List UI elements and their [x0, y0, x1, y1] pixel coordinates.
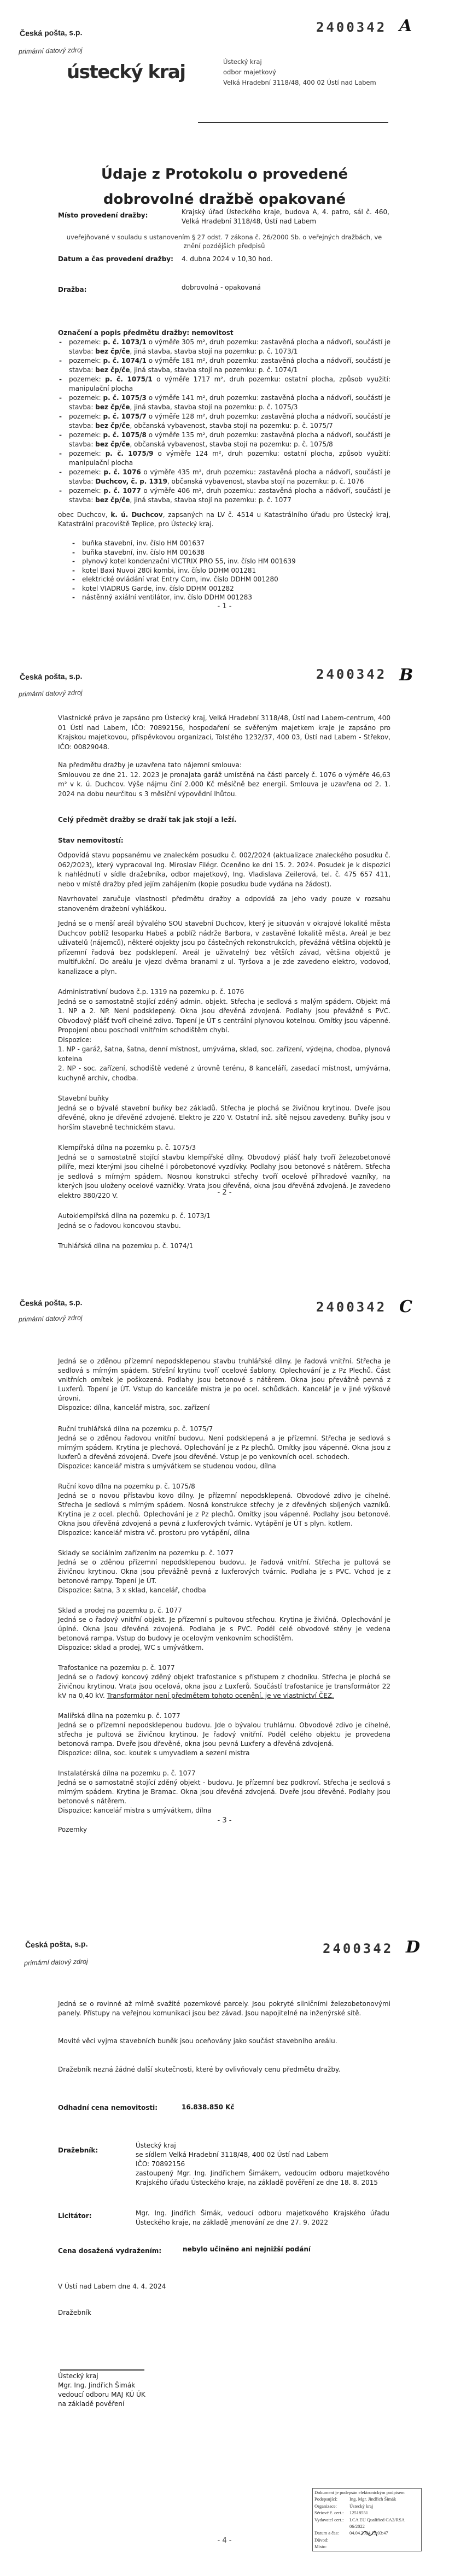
- building-section: [58, 1482, 390, 1538]
- subject-section: [58, 328, 390, 602]
- movable-item: - plynový kotel kondenzační VICTRIX PRO 55, inv. číslo HM 001639: [71, 557, 390, 566]
- parcel-item: - pozemek: p. č. 1075/3 o výměře 141 m², druh pozemku: zastavěná plocha a nádvoří, součástí je stavba: bez čp/če, jiná stavba, stavba stojí na pozemku: p. č. 1075/3: [58, 393, 390, 412]
- building-id: bez čp/če: [95, 496, 130, 504]
- field-value: dobrovolná - opakovaná: [182, 284, 261, 291]
- signature-block: Ústecký kraj Mgr. Ing. Jindřich Šimák vedoucí odboru MAJ KÚ ÚK na základě pověření: [58, 2372, 145, 2408]
- building-section: [58, 1769, 390, 1815]
- building-list: [58, 987, 390, 1251]
- parcel-item: - pozemek: p. č. 1075/8 o výměře 135 m², druh pozemku: zastavěná plocha a nádvoří, součástí je stavba: bez čp/če, občanská vybavenost, stavba stojí na pozemku: p. č. 1075/8: [58, 431, 390, 449]
- field-value: 4. dubna 2024 v 10,30 hod.: [182, 255, 273, 263]
- state-paragraph: Odpovídá stavu popsanému ve znaleckém posudku č. 002/2024 (aktualizace znaleckého posudku č. 062/2023), který vypracoval Ing. Miroslav Filégr. Oceněno ke dni 15. 2. 2024. Posudek je k dispozici k nahlédnutí v sídle dražebníka, odbor majetkový, Ing. Vladislava Zeilerová, tel. č. 475 657 411, nebo v místě dražby před jejím zahájením (kopie posudku bude vydána na žádost).: [58, 851, 390, 888]
- stamp-row: [314, 2496, 419, 2502]
- building-section: [58, 1094, 390, 1132]
- ceska-posta-label: Česká pošta, s.p.: [19, 1298, 83, 1308]
- page-number: - 3 -: [217, 1816, 232, 1825]
- document-number: 2400342: [316, 20, 387, 35]
- building-title: Autoklempířská dílna na pozemku p. č. 1073/1: [58, 1212, 211, 1220]
- document-number: 2400342: [316, 667, 387, 682]
- building-text: Jedná se o samostatně stojící zděný objekt - budovu. Je přízemní bez podkroví. Střecha je sedlová s mírným spádem. Krytina je Bramac. Okna jsou dřevěná zdvojená. Dveře jsou dřevěné. Podlahy jsou betonové s nátěrem.: [58, 1779, 390, 1805]
- stamp-heading: Dokument je podepsán elektronickým podpisem: [314, 2490, 405, 2495]
- signature-line: [60, 2369, 144, 2371]
- building-title: Malířská dílna na pozemku p. č. 1077: [58, 1712, 180, 1720]
- page-letter: A: [399, 16, 412, 36]
- page-4: [0, 1858, 449, 2576]
- state-paragraphs: [58, 851, 390, 977]
- primary-source-label: primární datový zdroj: [18, 689, 83, 698]
- address-line: odbor majetkový: [223, 68, 276, 76]
- stamp-key: Vydavatel cert.:: [314, 2516, 344, 2522]
- stamp-row: [314, 2516, 419, 2530]
- stamp-row: [314, 2503, 419, 2509]
- as-is-statement: Celý předmět dražby se draží tak jak stojí a leží.: [58, 816, 237, 824]
- building-text: Jedná se o zděnou řadovou vnitřní budovu. Není podsklepená a je přízemní. Střecha je sedlová s mírným spádem. Krytina je plechová. Oplechování je z Pz plechů. Omítky jsou vápenné. Okna jsou z luxferů a dřevěná zdvojená. Dveře jsou dřevěné. Vstup je po venkovních ocel. schodech.: [58, 1434, 390, 1461]
- building-id: bez čp/če: [95, 366, 130, 374]
- stamp-key: Organizace:: [314, 2503, 337, 2509]
- lease-text: Smlouvou ze dne 21. 12. 2023 je pronajata garáž umístěná na části parcely č. 1076 o výměře 46,63 m² v k. ú. Duchcov. Výše nájmu činí 2.000 Kč měsíčně bez energií. Smlouva je uzavřena od 2. 1. 2024 na dobu neurčitou s 3 měsíční výpovědní lhůtou.: [58, 771, 390, 798]
- building-section: [58, 1425, 390, 1471]
- document-subtitle: uveřejňované v souladu s ustanovením § 27 odst. 7 zákona č. 26/2000 Sb. o veřejných dražbách, ve znění pozdějších předpisů: [66, 233, 382, 250]
- page-1: [0, 0, 449, 645]
- building-list: [58, 1425, 390, 1815]
- auctioneer-label: Dražebník:: [58, 2146, 98, 2154]
- auctioneer-value: Ústecký kraj se sídlem Velká Hradební 3118/48, 400 02 Ústí nad Labem IČO: 70892156 zastoupený Mgr. Ing. Jindřichem Šimákem, vedoucím odboru majetkového Krajského úřadu Ústeckého kraje, na základě pověření ze dne 18. 8. 2015: [136, 2142, 389, 2186]
- building-text: Jedná se o přízemní nepodsklepenou budovu. Jde o bývalou truhlárnu. Obvodové zdivo je cihelné, střecha je pultová se živičnou krytinou. Je řadový vnitřní. Podél celého objektu je provedena betonová rampa. Dveře jsou dřevěné, okna jsou pevná Luxfery a dřevěná zdvojená.: [58, 1721, 390, 1748]
- state-heading: Stav nemovitostí:: [58, 836, 124, 844]
- page-number: - 2 -: [217, 1189, 232, 1197]
- document-title: [0, 162, 449, 212]
- building-section: [58, 1712, 390, 1758]
- primary-source-label: primární datový zdroj: [18, 46, 83, 56]
- transformer-note: Transformátor není předmětem tohoto ocenění, je ve vlastnictví ČEZ.: [107, 1692, 334, 1699]
- building-title: Instalatérská dílna na pozemku p. č. 1077: [58, 1769, 196, 1777]
- ceska-posta-label: Česká pošta, s.p.: [25, 1939, 88, 1949]
- carpentry-intro: Jedná se o zděnou přízemní nepodsklepenou stavbu truhlářské dílny. Je řadová vnitřní. Střecha je sedlová s mírným spádem. Střešní krytinu tvoří ocelové šablony. Oplechování je z Pz Plechů. Část vnitřních omítek je poškozená. Podlahy jsou betonové s nátěrem. Okna jsou převážně pevná z Luxferů. Topení je ÚT. Vstup do kanceláře mistra je po ocel. schůdkách. Kancelář je v jiné výškové úrovni. Dispozice: dílna, kancelář mistra, soc. zařízení: [58, 1357, 390, 1411]
- title-line: dobrovolné dražbě opakované: [103, 191, 346, 208]
- parcel-item: - pozemek: p. č. 1077 o výměře 406 m², druh pozemku: zastavěná plocha a nádvoří, součástí je stavba: bez čp/če, jiná stavba, stavba stojí na pozemku: p. č. 1077: [58, 486, 390, 505]
- parcel-number: p. č. 1074/1: [103, 357, 147, 364]
- stamp-value: 04.04.2024 15:03:47: [349, 2530, 388, 2536]
- building-text: Dispozice:: [58, 1036, 92, 1044]
- building-text: Dispozice: sklad a prodej, WC s umývátkem.: [58, 1644, 204, 1651]
- page-3: [0, 1224, 449, 1858]
- stamp-value: 12518551: [349, 2510, 368, 2516]
- parcel-number: p. č. 1075/1: [105, 375, 153, 383]
- address-line: Velká Hradební 3118/48, 400 02 Ústí nad Labem: [223, 79, 376, 86]
- land-text: Jedná se o rovinné až mírně svažité pozemkové parcely. Jsou pokryté silničními železobetonovými panely. Přístupy na veřejnou komunikaci jsou bez závad. Jsou napojitelné na inženýrské sítě.: [58, 2000, 390, 2017]
- stamp-value: Ústecký kraj: [349, 2503, 374, 2509]
- land-title: Pozemky: [58, 1826, 88, 1833]
- ownership-text: Vlastnické právo je zapsáno pro Ústecký kraj, Velká Hradební 3118/48, Ústí nad Labem-centrum, 400 01 Ústí nad Labem, IČO: 70892156, hospodaření se svěřeným majetkem kraje je zapsáno pro Krajskou majetkovou, příspěvkovou organizaci, Tolstého 1232/37, 400 03, Ústí nad Labem - Střekov, IČO: 00829048.: [58, 714, 390, 751]
- building-text: Jedná se o samostatně stojící stavbu klempířské dílny. Obvodový plášť haly tvoří železobetonové pilíře, mezi kterými jsou cihelné i pórobetonové vyzdívky. Podlahy jsou betonové s nátěrem. Střecha je sedlová s mírným spádem. Nosnou konstrukci střechy tvoří ocelové příhradové vazníky, na kterých jsou uloženy ocelové vazničky. Vrata jsou dřevěná, okna jsou dřevěná zdvojená. Je zavedeno elektro 380/220 V.: [58, 1153, 390, 1199]
- parcel-item: - pozemek: p. č. 1074/1 o výměře 181 m², druh pozemku: zastavěná plocha a nádvoří, součástí je stavba: bez čp/če, jiná stavba, stavba stojí na pozemku: p. č. 1074/1: [58, 356, 390, 375]
- field-label: Místo provedení dražby:: [58, 211, 148, 219]
- movable-item: - kotel Baxi Nuvoi 280i kombi, inv. číslo DDHM 001281: [71, 566, 390, 575]
- page-letter: C: [399, 1297, 412, 1316]
- parcel-number: p. č. 1075/3: [103, 394, 147, 402]
- parcel-number: p. č. 1075/8: [103, 431, 147, 439]
- stamp-key: Místo:: [314, 2544, 327, 2550]
- page-letter: B: [399, 666, 413, 685]
- cadastre-text: obec Duchcov, k. ú. Duchcov, zapsaných na LV č. 4514 u Katastrálního úřadu pro Ústecký kraj, Katastrální pracoviště Teplice, pro Ústecký kraj.: [58, 511, 390, 528]
- page-2: [0, 645, 449, 1250]
- parcel-item: - pozemek: p. č. 1073/1 o výměře 305 m², druh pozemku: zastavěná plocha a nádvoří, součástí je stavba: bez čp/če, jiná stavba, stavba stojí na pozemku: p. č. 1073/1: [58, 338, 390, 356]
- estimate-value: 16.838.850 Kč: [182, 2103, 235, 2111]
- building-id: Duchcov, č. p. 1319: [95, 478, 167, 485]
- primary-source-label: primární datový zdroj: [18, 1314, 83, 1324]
- document-number: 2400342: [316, 1299, 387, 1315]
- building-title: Administrativní budova č.p. 1319 na pozemku p. č. 1076: [58, 988, 244, 996]
- building-title: Truhlářská dílna na pozemku p. č. 1074/1: [58, 1242, 194, 1250]
- building-id: bez čp/če: [95, 440, 130, 448]
- page3-body: [58, 1357, 390, 1840]
- building-text: Dispozice: kancelář mistra s umývátkem, dílna: [58, 1807, 212, 1814]
- parcel-item: - pozemek: p. č. 1075/9 o výměře 124 m², druh pozemku: ostatní plocha, způsob využití: manipulační plocha: [58, 449, 390, 468]
- state-paragraph: Navrhovatel zaručuje vlastnosti předmětu dražby a odpovídá za jeho vady pouze v rozsahu stanoveném dražební vyhláškou.: [58, 895, 390, 913]
- building-title: Stavební buňky: [58, 1095, 109, 1102]
- building-text: Jedná se o řadovou koncovou stavbu.: [58, 1221, 181, 1230]
- parcel-item: - pozemek: p. č. 1076 o výměře 435 m², druh pozemku: zastavěná plocha a nádvoří, součástí je stavba: Duchcov, č. p. 1319, občanská vybavenost, stavba stojí na pozemku: p. č. 1076: [58, 468, 390, 486]
- page-letter: D: [406, 1938, 421, 1957]
- no-further-facts: Dražebník nezná žádné další skutečnosti, které by ovlivňovaly cenu předmětu dražby.: [58, 2066, 341, 2073]
- page-number: - 1 -: [217, 602, 232, 610]
- building-text: Jedná se o samostatně stojící zděný admin. objekt. Střecha je sedlová s malým spádem. Objekt má 1. NP a 2. NP. Není podsklepený. Okna jsou dřevěná zdvojená. Podlahy jsou převážně s PVC. Obvodový plášť tvoří cihelné zdivo. Topení je ÚT s centrální plynovou kotelnou. Omítky jsou vápenné. Propojení obou poschodí vnitřním schodištěm chybí.: [58, 997, 390, 1034]
- building-id: bez čp/če: [95, 403, 130, 411]
- building-id: bez čp/če: [95, 422, 130, 430]
- movable-item: - nástěnný axiální ventilátor, inv. číslo DDHM 001283: [71, 593, 390, 602]
- parcel-number: p. č. 1075/7: [103, 413, 147, 420]
- ustecky-kraj-logo: ústecký kraj: [67, 61, 185, 83]
- subject-heading: Označení a popis předmětu dražby: nemovitost: [58, 329, 234, 337]
- building-id: bez čp/če: [95, 348, 130, 355]
- document-number: 2400342: [323, 1941, 394, 1956]
- ceska-posta-label: Česká pošta, s.p.: [19, 28, 83, 38]
- price-achieved-label: Cena dosažená vydražením:: [58, 2247, 162, 2255]
- building-section: [58, 1549, 390, 1595]
- movables-note: Movité věci vyjma stavebních buněk jsou oceňovány jako součást stavebního areálu.: [58, 2037, 337, 2045]
- building-section: [58, 1606, 390, 1652]
- parcel-list: [58, 338, 390, 505]
- signer-role: Dražebník: [58, 2309, 91, 2316]
- parcel-item: - pozemek: p. č. 1075/1 o výměře 1717 m², druh pozemku: ostatní plocha, způsob využití: manipulační plocha: [58, 375, 390, 393]
- building-title: Trafostanice na pozemku p. č. 1077: [58, 1664, 175, 1672]
- stamp-row: [314, 2509, 419, 2516]
- building-section: [58, 1663, 390, 1701]
- signature-scribble-icon: [361, 2530, 377, 2537]
- title-line: Údaje z Protokolu o provedené: [101, 166, 348, 183]
- stamp-value: I.CA EU Qualified CA2/RSA 06/2022: [349, 2516, 405, 2530]
- parcel-number: p. č. 1075/9: [105, 450, 154, 457]
- licitator-label: Licitátor:: [58, 2212, 92, 2220]
- page-number: - 4 -: [217, 2537, 232, 2545]
- state-paragraph: Jedná se o menší areál bývalého SOU stavební Duchcov, který je situován v okrajové lokalitě města Duchcov poblíž lesoparku Habeš a poblíž nádrže Barbora, v zastavěné lokalitě města. Areál je bez uživatelů (nájemců), některé objekty jsou po částečných rekonstrukcích, převážná většina objektů je přízemní řadová bez podsklepení. Areál je uživatelný bez větších závad, většina objektů je multifukční. Do areálu je vjezd dvěma branami z ul. Tyršova a je zde zavedeno elektro, vodovod, kanalizace a plyn.: [58, 920, 390, 975]
- parcel-item: - pozemek: p. č. 1075/7 o výměře 128 m², druh pozemku: zastavěná plocha a nádvoří, součástí je stavba: bez čp/če, občanská vybavenost, stavba stojí na pozemku: p. č. 1075/7: [58, 412, 390, 431]
- building-title: Klempířská dílna na pozemku p. č. 1075/3: [58, 1144, 196, 1151]
- stamp-key: Důvod:: [314, 2537, 329, 2543]
- building-section: [58, 987, 390, 1083]
- stamp-value: Ing. Mgr. Jindřich Šimák: [349, 2496, 396, 2502]
- place-date: V Ústí nad Labem dne 4. 4. 2024: [58, 2283, 166, 2290]
- primary-source-label: primární datový zdroj: [24, 1957, 88, 1967]
- stamp-key: Datum a čas:: [314, 2530, 339, 2536]
- building-text: Jedná se o novou přístavbu kovo dílny. Je přízemní nepodsklepená. Obvodové zdivo je cihelné. Střecha je sedlová s mírným spádem. Nosná konstrukce střechy je z dřevěných sbíjených vazníků. Krytina je z ocel. plechů. Oplechování je z Pz plechů. Omítky jsou vápenné. Podlahy jsou betonové. Okna jsou dřevěná zdvojená a pevná z luxferových tvárnic. Vytápění je ÚT s plyn. kotlem.: [58, 1492, 390, 1527]
- movable-item: - kotel VIADRUS Garde, inv. číslo DDHM 001282: [71, 584, 390, 593]
- address-line: Ústecký kraj: [223, 58, 262, 66]
- ceska-posta-label: Česká pošta, s.p.: [19, 672, 83, 681]
- licitator-value: Mgr. Ing. Jindřich Šimák, vedoucí odboru majetkového Krajského úřadu Ústeckého kraje, na základě jmenování ze dne 27. 9. 2022: [136, 2209, 389, 2226]
- movables-list: [71, 539, 390, 602]
- estimate-label: Odhadní cena nemovitosti:: [58, 2104, 158, 2112]
- building-title: Ruční kovo dílna na pozemku p. č. 1075/8: [58, 1483, 195, 1490]
- building-text: Jedná se o řadový vnitřní objekt. Je přízemní s pultovou střechou. Krytina je živičná. Oplechování je úplné. Okna jsou dřevěná zdvojená. Podlaha je s PVC. Podél celé obvodové stěny je vedena betonová rampa. Vstup do budovy je ocelovým venkovním schodištěm.: [58, 1616, 390, 1642]
- building-text: 2. NP - soc. zařízení, schodiště vedené z úrovně terénu, 8 kanceláří, zasedací místnost, umývárna, kuchyně archiv, chodba.: [58, 1064, 390, 1082]
- building-title: Sklad a prodej na pozemku p. č. 1077: [58, 1607, 182, 1614]
- sender-address: [223, 57, 376, 88]
- movable-item: - buňka stavební, inv. číslo HM 001637: [71, 539, 390, 548]
- building-text: Jedná se o řadový koncový zděný objekt trafostanice s přístupem z chodníku. Střecha je plochá se živičnou krytinou. Vrata jsou ocelová, okna jsou z Luxferů. Součástí trafostanice je transformátor 22 kV na 0,40 kV. Transformátor není předmětem tohoto ocenění, je ve vlastnictví ČEZ.: [58, 1673, 390, 1699]
- movable-item: - elektrické ovládání vrat Entry Com, inv. číslo DDHM 001280: [71, 575, 390, 584]
- building-title: Sklady se sociálním zařízením na pozemku p. č. 1077: [58, 1549, 234, 1557]
- page2-body: [58, 714, 390, 1251]
- header-divider: [198, 122, 388, 123]
- price-achieved-value: nebylo učiněno ani nejnižší podání: [183, 2245, 311, 2253]
- building-text: Jedná se o bývalé stavební buňky bez základů. Střecha je plochá se živičnou krytinou. Dveře jsou dřevěné, okno je dřevěné zdvojené. Elektro je 220 V. Ostatní inž. sítě nejsou zavedeny. Buňky jsou v horším stavebně technickém stavu.: [58, 1104, 390, 1131]
- parcel-number: p. č. 1073/1: [103, 338, 147, 346]
- building-text: 1. NP - garáž, šatna, šatna, denní místnost, umývárna, sklad, soc. zařízení, výdejna, chodba, plynová kotelna: [58, 1045, 390, 1063]
- stamp-key: Podepsující:: [314, 2496, 338, 2502]
- building-text: Dispozice: dílna, soc. koutek s umyvadlem a sezení mistra: [58, 1749, 250, 1757]
- parcel-number: p. č. 1077: [103, 487, 141, 495]
- building-text: Jedná se o zděnou přízemní nepodsklepenou budovu. Je řadová vnitřní. Střecha je pultová se živičnou krytinou. Okna jsou převážně pevná z luxferových tvárnic. Podlaha je s PVC. Vchod je z betonové rampy. Topení je ÚT.: [58, 1558, 390, 1585]
- building-title: Ruční truhlářská dílna na pozemku p. č. 1075/7: [58, 1425, 213, 1433]
- parcel-number: p. č. 1076: [103, 468, 141, 476]
- building-text: Dispozice: šatna, 3 x sklad, kancelář, chodba: [58, 1586, 206, 1594]
- lease-heading: Na předmětu dražby je uzavřena tato nájemní smlouva:: [58, 761, 242, 769]
- movable-item: - buňka stavební, inv. číslo HM 001638: [71, 548, 390, 557]
- field-value: Krajský úřad Ústeckého kraje, budova A, 4. patro, sál č. 460, Velká Hradební 3118/48, Ústí nad Labem: [182, 208, 389, 225]
- building-text: Dispozice: kancelář mistra s umývátkem se studenou vodou, dílna: [58, 1462, 276, 1470]
- field-label: Datum a čas provedení dražby:: [58, 255, 173, 263]
- stamp-key: Sériové č. cert.:: [314, 2510, 344, 2516]
- building-text: Dispozice: kancelář mistra vč. prostoru pro vytápění, dílna: [58, 1529, 250, 1537]
- field-label: Dražba:: [58, 286, 87, 293]
